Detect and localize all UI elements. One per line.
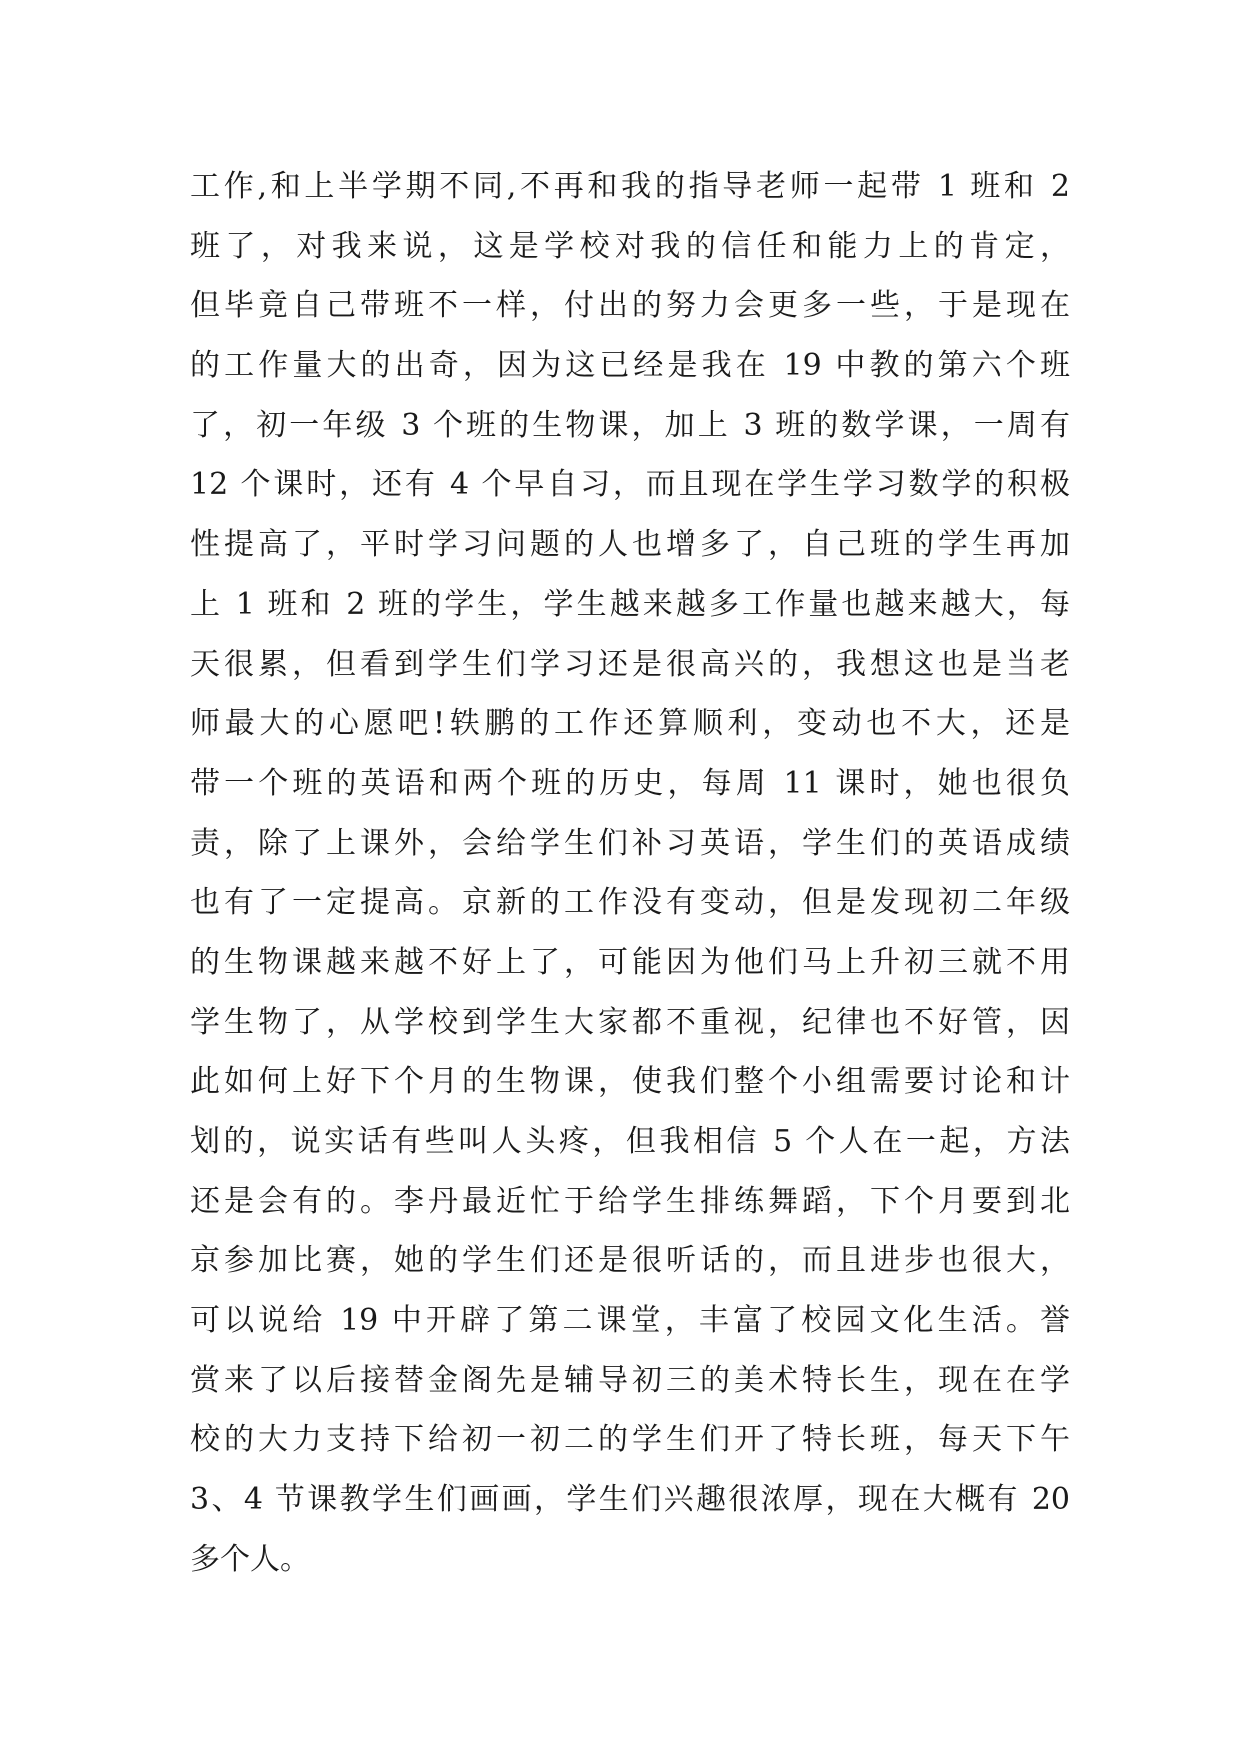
text-line: 12 个课时，还有 4 个早自习，而且现在学生学习数学的积极 [190, 467, 1070, 503]
text-line: 3、4 节课教学生们画画，学生们兴趣很浓厚，现在大概有 20 [190, 1482, 1070, 1518]
text-line: 校的大力支持下给初一初二的学生们开了特长班，每天下午 [190, 1422, 1070, 1458]
text-line: 天很累，但看到学生们学习还是很高兴的，我想这也是当老 [190, 646, 1070, 682]
body-paragraph [190, 157, 1070, 1590]
text-line: 了，初一年级 3 个班的生物课，加上 3 班的数学课，一周有 [190, 407, 1070, 443]
text-line: 带一个班的英语和两个班的历史，每周 11 课时，她也很负 [190, 765, 1070, 801]
text-line: 也有了一定提高。京新的工作没有变动，但是发现初二年级 [190, 885, 1070, 921]
text-line: 但毕竟自己带班不一样，付出的努力会更多一些，于是现在 [190, 288, 1070, 324]
text-line: 工作,和上半学期不同,不再和我的指导老师一起带 1 班和 2 [190, 169, 1070, 204]
text-line: 责，除了上课外，会给学生们补习英语，学生们的英语成绩 [190, 825, 1070, 861]
text-line: 此如何上好下个月的生物课，使我们整个小组需要讨论和计 [190, 1064, 1070, 1100]
text-line: 赏来了以后接替金阁先是辅导初三的美术特长生，现在在学 [190, 1362, 1070, 1398]
text-line: 可以说给 19 中开辟了第二课堂，丰富了校园文化生活。誉 [190, 1303, 1070, 1339]
text-line: 班了，对我来说，这是学校对我的信任和能力上的肯定， [190, 228, 1070, 264]
text-line: 性提高了，平时学习问题的人也增多了，自己班的学生再加 [190, 527, 1070, 563]
text-line: 上 1 班和 2 班的学生，学生越来越多工作量也越来越大，每 [190, 586, 1070, 622]
text-line: 学生物了，从学校到学生大家都不重视，纪律也不好管，因 [190, 1004, 1070, 1040]
text-line: 的生物课越来越不好上了，可能因为他们马上升初三就不用 [190, 944, 1070, 980]
text-line: 还是会有的。李丹最近忙于给学生排练舞蹈，下个月要到北 [190, 1183, 1070, 1219]
text-line: 京参加比赛，她的学生们还是很听话的，而且进步也很大， [190, 1243, 1070, 1279]
text-line: 的工作量大的出奇，因为这已经是我在 19 中教的第六个班 [190, 348, 1070, 384]
text-line: 划的，说实话有些叫人头疼，但我相信 5 个人在一起，方法 [190, 1124, 1070, 1159]
text-line: 多个人。 [190, 1541, 310, 1577]
text-line: 师最大的心愿吧!轶鹏的工作还算顺利，变动也不大，还是 [190, 706, 1070, 742]
